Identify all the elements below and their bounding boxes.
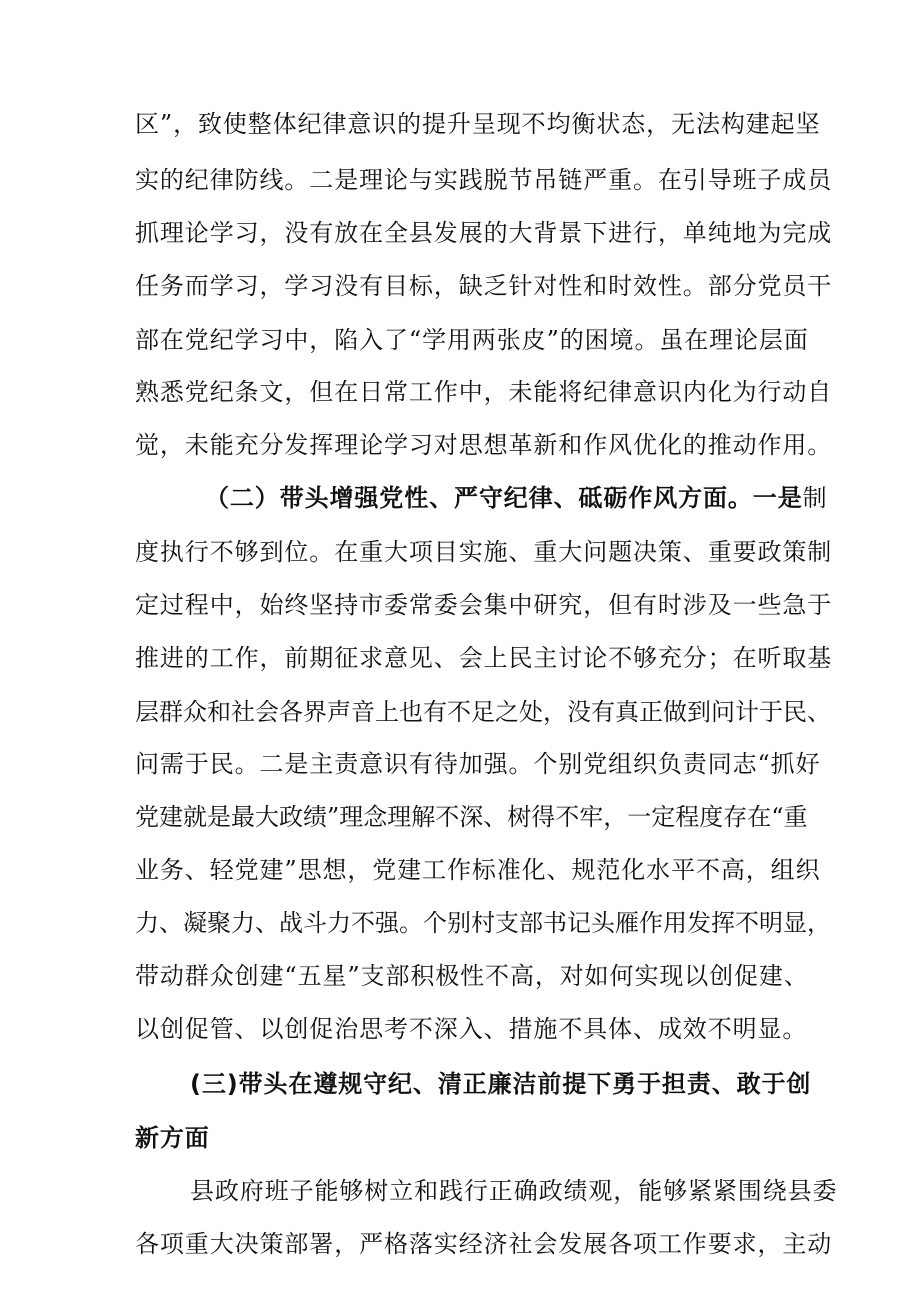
section-heading-3-cont: 新方面 [135,1124,210,1152]
section-heading-2: （二）带头增强党性、严守纪律、砥砺作风方面。一是制 [205,484,828,512]
paragraph-line-6: 熟悉党纪条文，但在日常工作中，未能将纪律意识内化为行动自 [135,378,833,406]
paragraph-line-21: 县政府班子能够树立和践行正确政绩观，能够紧紧围绕县委 [190,1177,838,1205]
paragraph-line-2: 实的纪律防线。二是理论与实践脱节吊链严重。在引导班子成员 [135,166,833,194]
paragraph-line-9: 度执行不够到位。在重大项目实施、重大问题决策、重要政策制 [135,538,833,566]
paragraph-line-18: 以创促管、以创促治思考不深入、措施不具体、成效不明显。 [135,1015,808,1043]
paragraph-line-15: 业务、轻党建”思想，党建工作标准化、规范化水平不高，组织 [135,856,821,884]
section-heading-3: (三)带头在遵规守纪、清正廉洁前提下勇于担责、敢于创 [190,1070,812,1098]
paragraph-line-17: 带动群众创建“五星”支部积极性不高，对如何实现以创促建、 [135,962,809,990]
paragraph-line-4: 任务而学习，学习没有目标，缺乏针对性和时效性。部分党员干 [135,272,833,300]
paragraph-line-12: 层群众和社会各界声音上也有不足之处，没有真正做到问计于民、 [135,698,831,726]
paragraph-line-10: 定过程中，始终坚持市委常委会集中研究，但有时涉及一些急于 [135,591,833,619]
paragraph-line-13: 问需于民。二是主责意识有待加强。个别党组织负责同志“抓好 [135,750,821,778]
paragraph-line-16: 力、凝聚力、战斗力不强。个别村支部书记头雁作用发挥不明显， [135,909,831,937]
paragraph-line-1: 区”，致使整体纪律意识的提升呈现不均衡状态，无法构建起坚 [135,110,821,138]
paragraph-line-11: 推进的工作，前期征求意见、会上民主讨论不够充分；在听取基 [135,644,833,672]
paragraph-line-7: 觉，未能充分发挥理论学习对思想革新和作风优化的推动作用。 [135,431,833,459]
paragraph-line-14: 党建就是最大政绩”理念理解不深、树得不牢，一定程度存在“重 [135,803,808,831]
paragraph-line-3: 抓理论学习，没有放在全县发展的大背景下进行，单纯地为完成 [135,219,833,247]
paragraph-line-22: 各项重大决策部署，严格落实经济社会发展各项工作要求，主动 [135,1230,833,1258]
paragraph-line-5: 部在党纪学习中，陷入了“学用两张皮”的困境。虽在理论层面 [135,326,809,354]
